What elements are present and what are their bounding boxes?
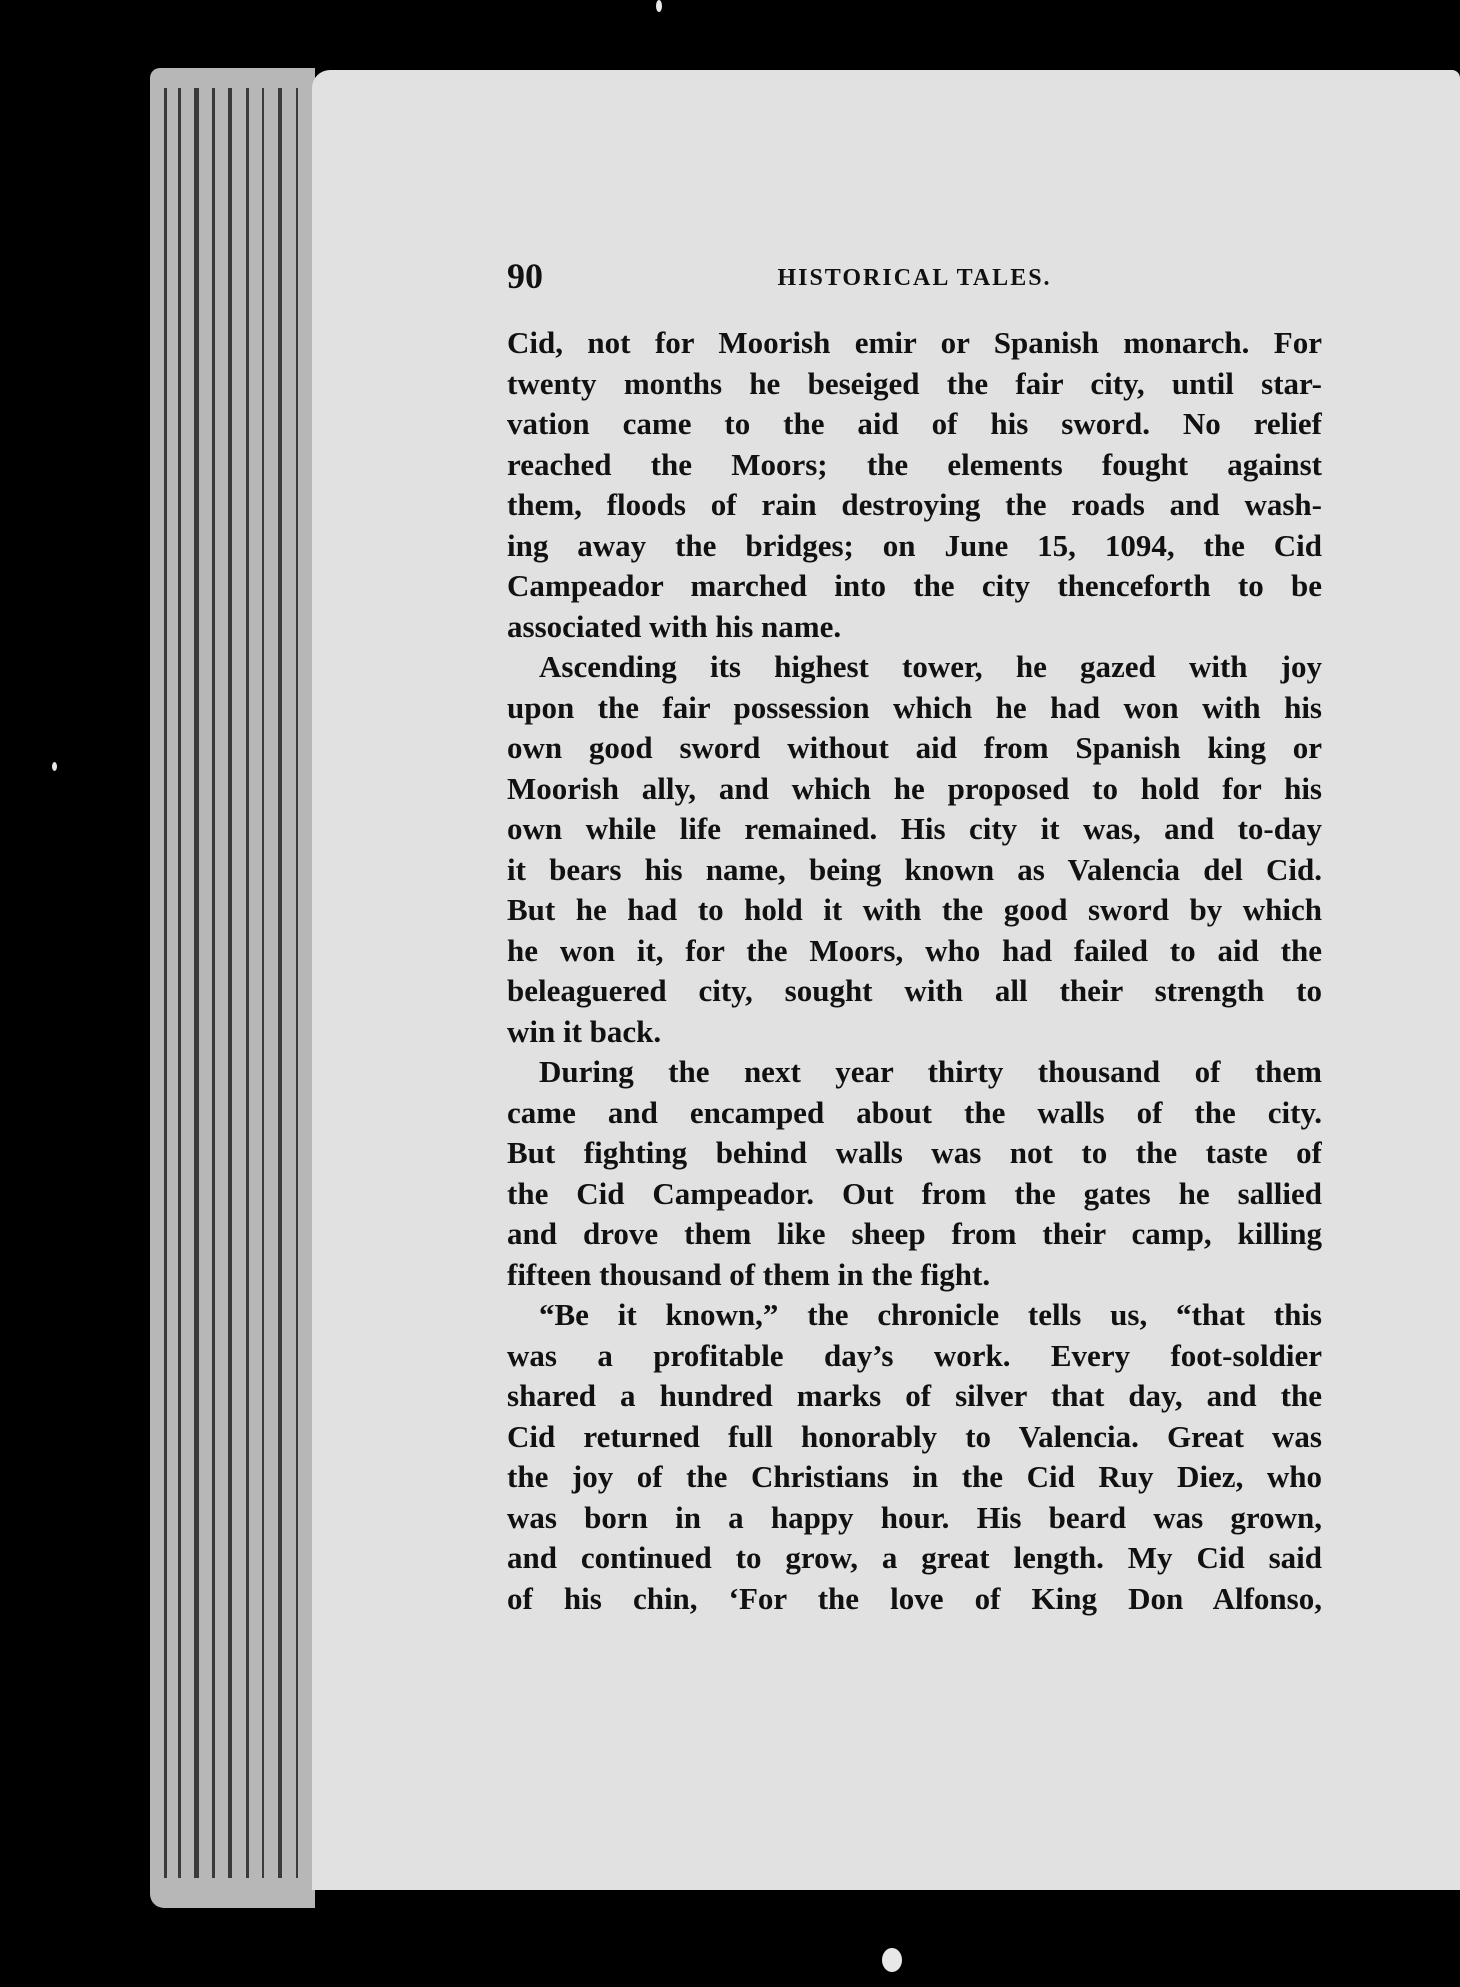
- text-line: and drove them like sheep from their camp, killing: [507, 1216, 1322, 1251]
- page-number: 90: [507, 256, 543, 296]
- text-line: came and encamped about the walls of the city.: [507, 1094, 1322, 1130]
- text-line: fifteen thousand of them in the fight.: [507, 1256, 991, 1292]
- scan-speck: [882, 1948, 902, 1972]
- page-edge-line: [228, 88, 232, 1878]
- body-text: [507, 323, 1322, 1619]
- text-line: Moorish ally, and which he proposed to hold for his: [507, 770, 1322, 806]
- text-line: vation came to the aid of his sword. No relief: [507, 406, 1322, 441]
- page-edge-line: [194, 88, 199, 1878]
- text-line: was born in a happy hour. His beard was grown,: [507, 1499, 1322, 1535]
- page-edge-line: [212, 88, 215, 1878]
- text-line: he won it, for the Moors, who had failed to aid the: [507, 932, 1322, 968]
- text-line: own good sword without aid from Spanish king or: [507, 730, 1322, 765]
- text-line: the Cid Campeador. Out from the gates he sallied: [507, 1175, 1322, 1211]
- text-line: win it back.: [507, 1013, 662, 1049]
- text-line: But fighting behind walls was not to the taste of: [507, 1135, 1322, 1170]
- text-line: reached the Moors; the elements fought against: [507, 446, 1322, 482]
- page-edge-line: [246, 88, 249, 1878]
- scan-speck: [656, 0, 662, 12]
- page-content: [507, 255, 1322, 1619]
- text-line: twenty months he beseiged the fair city, until star-: [507, 365, 1322, 401]
- book-page-edges: [150, 68, 315, 1908]
- text-line: upon the fair possession which he had won with his: [507, 689, 1322, 725]
- text-line: it bears his name, being known as Valencia del Cid.: [507, 851, 1322, 887]
- page-header: [507, 255, 1322, 315]
- text-line: During the next year thirty thousand of them: [539, 1054, 1322, 1089]
- page-edge-line: [164, 88, 167, 1878]
- running-head: HISTORICAL TALES.: [777, 265, 1052, 291]
- text-line: beleaguered city, sought with all their strength to: [507, 973, 1322, 1008]
- page-edge-line: [278, 88, 282, 1878]
- text-line: But he had to hold it with the good sword by which: [507, 892, 1322, 927]
- text-line: Cid, not for Moorish emir or Spanish monarch. For: [507, 325, 1322, 360]
- text-line: shared a hundred marks of silver that day, and the: [507, 1378, 1322, 1413]
- text-line: was a profitable day’s work. Every foot-soldier: [507, 1337, 1322, 1373]
- text-line: own while life remained. His city it was, and to-day: [507, 811, 1322, 846]
- page-edge-line: [296, 88, 298, 1878]
- text-line: “Be it known,” the chronicle tells us, “that this: [539, 1297, 1322, 1332]
- book-page: [312, 70, 1460, 1890]
- text-line: Ascending its highest tower, he gazed with joy: [539, 649, 1322, 684]
- text-line: Cid returned full honorably to Valencia. Great was: [507, 1418, 1322, 1454]
- text-line: Campeador marched into the city thenceforth to be: [507, 568, 1322, 603]
- text-line: them, floods of rain destroying the roads and wash-: [507, 487, 1322, 522]
- text-line: the joy of the Christians in the Cid Ruy Diez, who: [507, 1459, 1322, 1494]
- page-edge-line: [178, 88, 181, 1878]
- text-line: of his chin, ‘For the love of King Don Alfonso,: [507, 1580, 1322, 1616]
- text-line: and continued to grow, a great length. My Cid said: [507, 1540, 1322, 1575]
- scan-speck: [52, 762, 57, 771]
- page-edge-line: [262, 88, 264, 1878]
- text-line: associated with his name.: [507, 608, 842, 644]
- text-line: ing away the bridges; on June 15, 1094, the Cid: [507, 527, 1322, 563]
